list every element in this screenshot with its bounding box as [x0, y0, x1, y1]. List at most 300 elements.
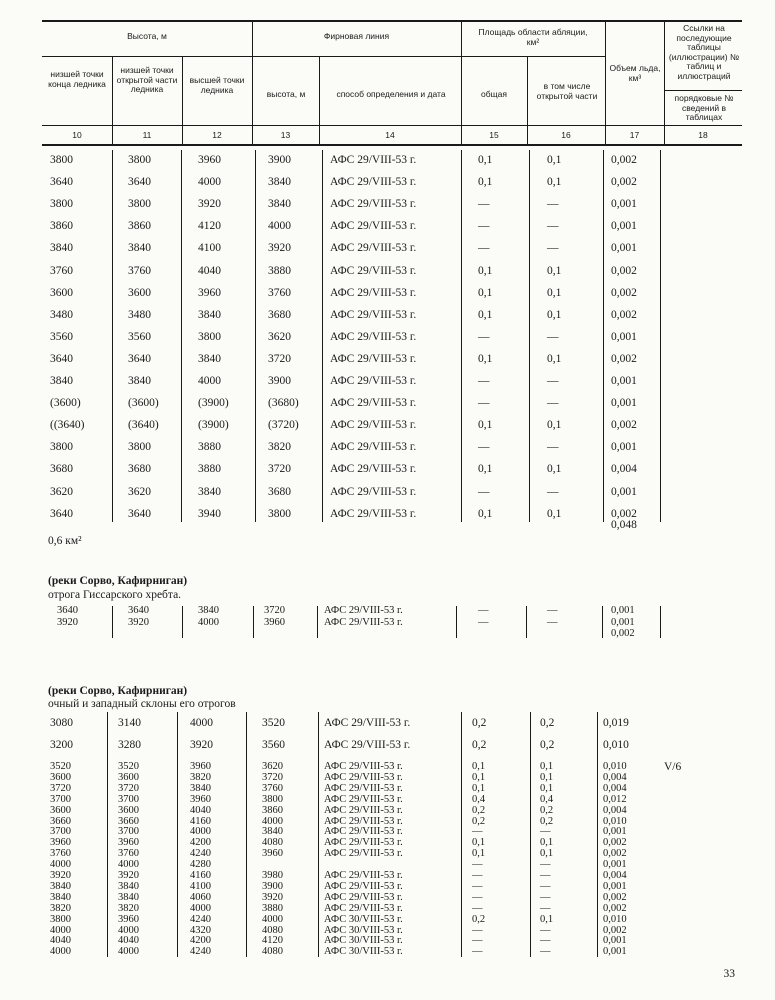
table-cell: —: [478, 605, 489, 616]
table-cell: —: [547, 375, 559, 387]
table-cell: —: [540, 859, 551, 870]
table-cell: —: [547, 198, 559, 210]
table-cell: 0,001: [611, 375, 637, 387]
table-cell: АФС 29/VIII-53 г.: [330, 287, 417, 299]
table-cell: 0,1: [478, 508, 493, 520]
table-cell: АФС 29/VIII-53 г.: [330, 265, 417, 277]
table-cell: —: [547, 605, 558, 616]
table-cell: 3760: [50, 848, 71, 859]
table-cell: 0,001: [603, 859, 627, 870]
col-open-header: в том числе открытой части: [536, 81, 598, 101]
table-cell: 3800: [128, 154, 151, 166]
table-cell: 4000: [198, 375, 221, 387]
column-rule: [597, 712, 598, 957]
volume-header: Объем льда, км³: [609, 63, 661, 83]
table-cell: —: [478, 375, 490, 387]
table-cell: 3840: [190, 783, 211, 794]
table-cell: 0,1: [478, 265, 493, 277]
table-cell: 0,1: [478, 176, 493, 188]
table-cell: 0,2: [472, 717, 487, 729]
table-cell: —: [540, 870, 551, 881]
table-cell: 0,1: [540, 914, 554, 925]
table-cell: 3680: [50, 463, 73, 475]
table-cell: 3560: [128, 331, 151, 343]
table-cell: 0,1: [472, 772, 486, 783]
table-cell: 0,010: [603, 739, 629, 751]
table-cell: 0,1: [547, 419, 562, 431]
table-cell: 3820: [118, 903, 139, 914]
table-cell: 0,002: [611, 419, 637, 431]
table-cell: 4000: [262, 816, 283, 827]
table-cell: АФС 29/VIII-53 г.: [330, 331, 417, 343]
table-cell: 3760: [128, 265, 151, 277]
table-cell: 3860: [128, 220, 151, 232]
table-cell: АФС 29/VIII-53 г.: [324, 794, 403, 805]
table-cell: 3960: [264, 617, 285, 628]
table-cell: —: [478, 397, 490, 409]
table-cell: 0,004: [603, 870, 627, 881]
table-cell: АФС 29/VIII-53 г.: [324, 848, 403, 859]
column-rule: [456, 606, 457, 638]
table-cell: 0,2: [540, 717, 555, 729]
page-number: 33: [723, 968, 735, 980]
col-number: 10: [72, 130, 82, 140]
column-rule: [660, 150, 661, 522]
table-cell: 0,001: [611, 220, 637, 232]
table-cell: 3840: [50, 375, 73, 387]
column-rule: [255, 150, 256, 522]
table-cell: 4080: [262, 946, 283, 957]
table-cell: 3280: [118, 739, 141, 751]
table-cell: АФС 29/VIII-53 г.: [324, 783, 403, 794]
table-cell: 3960: [198, 154, 221, 166]
column-rule: [529, 150, 530, 522]
table-cell: —: [472, 826, 483, 837]
table-cell: 3720: [118, 783, 139, 794]
table-header: [42, 20, 742, 144]
header-divider: [461, 20, 462, 144]
table-cell: 0,002: [603, 892, 627, 903]
table-cell: 3620: [268, 331, 291, 343]
table-cell: 0,001: [603, 946, 627, 957]
table-cell: ((3640): [50, 419, 85, 431]
table-cell: АФС 29/VIII-53 г.: [324, 816, 403, 827]
table-cell: 0,002: [611, 265, 637, 277]
table-cell: 4000: [268, 220, 291, 232]
table-cell: 4000: [190, 903, 211, 914]
table-cell: АФС 30/VIII-53 г.: [324, 946, 403, 957]
table-cell: 4280: [190, 859, 211, 870]
table-cell: 4100: [190, 881, 211, 892]
refs-group-rule: [664, 90, 742, 91]
column-rule: [182, 606, 183, 638]
table-cell: 4240: [190, 914, 211, 925]
table-cell: 3920: [118, 870, 139, 881]
table-cell: 0,001: [603, 935, 627, 946]
table-cell: 3640: [50, 353, 73, 365]
table-cell: —: [472, 903, 483, 914]
table-cell: 0,001: [611, 617, 635, 628]
table-cell: 3960: [118, 837, 139, 848]
table-cell: 4000: [50, 925, 71, 936]
table-cell: —: [472, 925, 483, 936]
table-cell: 3880: [198, 463, 221, 475]
table-cell: —: [540, 881, 551, 892]
table-cell: 4160: [190, 816, 211, 827]
table-cell: АФС 29/VIII-53 г.: [330, 198, 417, 210]
table-cell: 0,001: [611, 242, 637, 254]
table-cell: 0,010: [603, 914, 627, 925]
table-cell: 4240: [190, 848, 211, 859]
column-rule: [181, 150, 182, 522]
table-cell: АФС 29/VIII-53 г.: [330, 441, 417, 453]
col-number: 17: [629, 130, 640, 140]
table-cell: 3800: [262, 794, 283, 805]
table-cell: 0,004: [603, 805, 627, 816]
table-cell: 3520: [50, 761, 71, 772]
table-cell: 3960: [118, 914, 139, 925]
table-cell: 0,1: [540, 848, 554, 859]
table-cell: 0,002: [611, 353, 637, 365]
table-cell: 0,1: [472, 848, 486, 859]
table-cell: 3800: [198, 331, 221, 343]
table-cell: АФС 29/VIII-53 г.: [330, 242, 417, 254]
table-cell: 3840: [128, 242, 151, 254]
refs-group-title: Ссылки на последующие таблицы (иллюстрации) № таблиц и иллюстраций: [668, 23, 740, 81]
table-cell: 3700: [118, 826, 139, 837]
table-cell: 0,1: [547, 309, 562, 321]
table-cell: 4000: [198, 617, 219, 628]
table-cell: 4200: [190, 837, 211, 848]
table-cell: 0,1: [478, 353, 493, 365]
table-cell: 3600: [128, 287, 151, 299]
table-cell: 0,4: [540, 794, 554, 805]
table-cell: АФС 29/VIII-53 г.: [330, 220, 417, 232]
table-cell: 3680: [128, 463, 151, 475]
table-cell: —: [540, 935, 551, 946]
table-cell: 3680: [268, 309, 291, 321]
table-cell: 4100: [198, 242, 221, 254]
table-cell: 3960: [262, 848, 283, 859]
table-cell: 3080: [50, 717, 73, 729]
table-cell: 3800: [50, 441, 73, 453]
table-cell: —: [540, 826, 551, 837]
table-cell: 3840: [50, 881, 71, 892]
table-cell: 0,002: [611, 309, 637, 321]
ablation-group-rule: [461, 56, 605, 57]
table-cell: 4000: [118, 859, 139, 870]
table-cell: 0,1: [540, 837, 554, 848]
table-cell: 4000: [190, 717, 213, 729]
table-cell: АФС 29/VIII-53 г.: [330, 419, 417, 431]
table-cell: —: [547, 397, 559, 409]
table-cell: 0,1: [478, 419, 493, 431]
table-cell: —: [478, 441, 490, 453]
table-cell: 0,002: [603, 837, 627, 848]
column-rule: [526, 606, 527, 638]
area-note: 0,6 км²: [48, 535, 82, 547]
col-number: 16: [561, 130, 571, 140]
table-cell: 0,1: [478, 463, 493, 475]
table-cell: 3800: [128, 198, 151, 210]
table-cell: 3860: [50, 220, 73, 232]
table-cell: АФС 29/VIII-53 г.: [330, 508, 417, 520]
table-cell: 3920: [198, 198, 221, 210]
table-cell: 0,1: [472, 761, 486, 772]
table-cell: (3900): [198, 419, 229, 431]
table-cell: 4120: [262, 935, 283, 946]
table-cell: 3900: [268, 154, 291, 166]
table-cell: —: [472, 859, 483, 870]
table-cell: 4080: [262, 837, 283, 848]
column-rule: [318, 712, 319, 957]
table-cell: 3840: [198, 605, 219, 616]
table-cell: АФС 29/VIII-53 г.: [324, 761, 403, 772]
col-firn-height-header: высота, м: [266, 89, 306, 99]
col-firn-method-header: способ определения и дата: [336, 89, 446, 99]
table-cell: 3640: [128, 508, 151, 520]
table-cell: 0,1: [478, 309, 493, 321]
table-cell: (3720): [268, 419, 299, 431]
table-cell: 0,001: [611, 397, 637, 409]
table-cell: 0,004: [603, 772, 627, 783]
table-cell: 3640: [128, 176, 151, 188]
table-cell: 3760: [268, 287, 291, 299]
group-2-title: (реки Сорво, Кафирниган): [48, 575, 188, 587]
table-cell: 0,002: [611, 154, 637, 166]
table-cell: 4040: [198, 265, 221, 277]
table-cell: —: [540, 946, 551, 957]
table-cell: 0,2: [472, 805, 486, 816]
table-cell: 3600: [118, 772, 139, 783]
table-cell: 3960: [190, 794, 211, 805]
table-cell: 0,1: [472, 783, 486, 794]
table-cell: 3840: [268, 176, 291, 188]
table-cell: 3800: [50, 914, 71, 925]
table-cell: —: [547, 441, 559, 453]
table-cell: 3980: [262, 870, 283, 881]
table-cell: 0,002: [611, 628, 635, 639]
table-cell: 3920: [128, 617, 149, 628]
table-cell: 3960: [50, 837, 71, 848]
table-cell: —: [540, 903, 551, 914]
table-cell: АФС 30/VIII-53 г.: [324, 914, 403, 925]
column-rule: [461, 712, 462, 957]
table-cell: 3660: [118, 816, 139, 827]
table-cell: —: [547, 617, 558, 628]
table-cell: 0,010: [603, 816, 627, 827]
table-cell: 3880: [198, 441, 221, 453]
group-2-subtitle: отрога Гиссарского хребта.: [48, 589, 182, 601]
table-cell: (3680): [268, 397, 299, 409]
column-rule: [246, 712, 247, 957]
header-top-rule: [42, 20, 742, 22]
table-cell: 4080: [262, 925, 283, 936]
table-cell: 3660: [50, 816, 71, 827]
table-cell: 0,004: [611, 463, 637, 475]
table-cell: —: [472, 892, 483, 903]
table-cell: 3960: [198, 287, 221, 299]
table-cell: 4040: [50, 935, 71, 946]
table-cell: —: [478, 617, 489, 628]
table-cell: 3640: [50, 508, 73, 520]
table-cell: —: [547, 486, 559, 498]
ablation-group-title: Площадь области абляции, км²: [478, 27, 588, 47]
table-cell: 0,001: [611, 486, 637, 498]
table-cell: 3480: [50, 309, 73, 321]
table-cell: 3720: [268, 353, 291, 365]
table-cell: 0,1: [478, 154, 493, 166]
table-cell: 3840: [262, 826, 283, 837]
table-cell: 3920: [57, 617, 78, 628]
table-cell: 0,004: [603, 783, 627, 794]
table-cell: 0,1: [540, 761, 554, 772]
table-cell: 3760: [262, 783, 283, 794]
table-cell: (3900): [198, 397, 229, 409]
table-cell: 0,001: [603, 881, 627, 892]
table-cell: 3920: [50, 870, 71, 881]
table-cell: 4240: [190, 946, 211, 957]
table-cell: (3600): [50, 397, 81, 409]
table-cell: 4000: [50, 946, 71, 957]
table-cell: —: [547, 242, 559, 254]
table-cell: 3840: [118, 892, 139, 903]
column-rule: [317, 606, 318, 638]
table-cell: —: [478, 486, 490, 498]
table-cell: —: [540, 925, 551, 936]
table-cell: 4000: [190, 826, 211, 837]
table-cell: 3640: [128, 353, 151, 365]
height-group-rule: [42, 56, 252, 57]
table-cell: 4000: [50, 859, 71, 870]
table-cell: 3760: [50, 265, 73, 277]
table-cell: —: [540, 892, 551, 903]
col-number: 15: [489, 130, 499, 140]
table-cell: 3800: [50, 154, 73, 166]
table-cell: 3960: [190, 761, 211, 772]
table-cell: 4060: [190, 892, 211, 903]
table-cell: АФС 29/VIII-53 г.: [330, 309, 417, 321]
column-rule: [603, 150, 604, 522]
table-cell: 3840: [198, 353, 221, 365]
header-divider: [605, 20, 606, 144]
header-bottom-rule: [42, 144, 742, 146]
firn-group-title: Фирновая линия: [323, 31, 390, 41]
table-cell: —: [472, 870, 483, 881]
table-cell: (3640): [128, 419, 159, 431]
table-cell: 3680: [268, 486, 291, 498]
table-cell: 0,001: [611, 441, 637, 453]
table-cell: 0,1: [540, 772, 554, 783]
table-cell: 4200: [190, 935, 211, 946]
table-cell: 3720: [50, 783, 71, 794]
table-cell: 3620: [50, 486, 73, 498]
table-cell: АФС 29/VIII-53 г.: [324, 717, 411, 729]
table-cell: АФС 30/VIII-53 г.: [324, 935, 403, 946]
col-lowest-open-header: низшей точки открытой части ледника: [116, 65, 178, 94]
column-rule: [253, 606, 254, 638]
table-cell: АФС 29/VIII-53 г.: [330, 463, 417, 475]
table-cell: 3640: [128, 605, 149, 616]
table-cell: 3920: [262, 892, 283, 903]
col-number: 18: [698, 130, 708, 140]
table-cell: 3200: [50, 739, 73, 751]
table-cell: 3600: [50, 287, 73, 299]
column-rule: [660, 606, 661, 638]
table-cell: 0,001: [611, 198, 637, 210]
column-rule: [177, 712, 178, 957]
height-group-title: Высота, м: [127, 31, 167, 41]
table-cell: 3520: [262, 717, 285, 729]
header-number-rule: [42, 125, 742, 126]
table-cell: 0,1: [547, 353, 562, 365]
col-number: 14: [385, 130, 395, 140]
table-cell: 3620: [262, 761, 283, 772]
table-cell: 0,2: [472, 816, 486, 827]
table-cell: —: [478, 198, 490, 210]
table-cell: 4040: [190, 805, 211, 816]
table-cell: 3700: [118, 794, 139, 805]
table-cell: 0,1: [472, 837, 486, 848]
table-cell: —: [547, 220, 559, 232]
table-cell: АФС 29/VIII-53 г.: [324, 837, 403, 848]
table-cell: 0,002: [603, 925, 627, 936]
table-cell: 0,1: [547, 508, 562, 520]
col-highest-header: высшей точки ледника: [189, 75, 245, 95]
table-cell: 3760: [118, 848, 139, 859]
table-cell: АФС 29/VIII-53 г.: [324, 892, 403, 903]
table-cell: АФС 29/VIII-53 г.: [330, 486, 417, 498]
table-cell: 3860: [262, 805, 283, 816]
col-lowest-end-header: низшей точки конца ледника: [48, 69, 106, 89]
table-cell: 3800: [128, 441, 151, 453]
table-cell: 0,2: [472, 739, 487, 751]
table-cell: 3700: [50, 826, 71, 837]
table-cell: 3640: [57, 605, 78, 616]
table-cell: —: [547, 331, 559, 343]
table-cell: АФС 30/VIII-53 г.: [324, 925, 403, 936]
table-cell: 3600: [118, 805, 139, 816]
table-cell: АФС 29/VIII-53 г.: [324, 605, 403, 616]
table-cell: 3920: [190, 739, 213, 751]
table-cell: 0,2: [472, 914, 486, 925]
table-cell: —: [472, 881, 483, 892]
table-cell: АФС 29/VIII-53 г.: [330, 154, 417, 166]
column-rule: [461, 150, 462, 522]
table-cell: 0,001: [603, 826, 627, 837]
table-cell: 0,4: [472, 794, 486, 805]
table-cell: АФС 29/VIII-53 г.: [324, 805, 403, 816]
table-cell: 0,2: [540, 805, 554, 816]
header-divider: [664, 20, 665, 144]
table-cell: 0,1: [547, 287, 562, 299]
table-cell: 3840: [118, 881, 139, 892]
table-cell: 4120: [198, 220, 221, 232]
table-cell: 0,002: [611, 287, 637, 299]
firn-group-rule: [252, 56, 461, 57]
table-cell: 4000: [262, 914, 283, 925]
table-cell: 0,1: [478, 287, 493, 299]
table-cell: 3620: [128, 486, 151, 498]
table-cell: 3840: [268, 198, 291, 210]
table-cell: (3600): [128, 397, 159, 409]
column-rule: [322, 150, 323, 522]
table-cell: 4000: [118, 946, 139, 957]
table-cell: 3840: [198, 309, 221, 321]
table-cell: 0,010: [603, 761, 627, 772]
table-cell: —: [472, 946, 483, 957]
table-cell: 3840: [198, 486, 221, 498]
